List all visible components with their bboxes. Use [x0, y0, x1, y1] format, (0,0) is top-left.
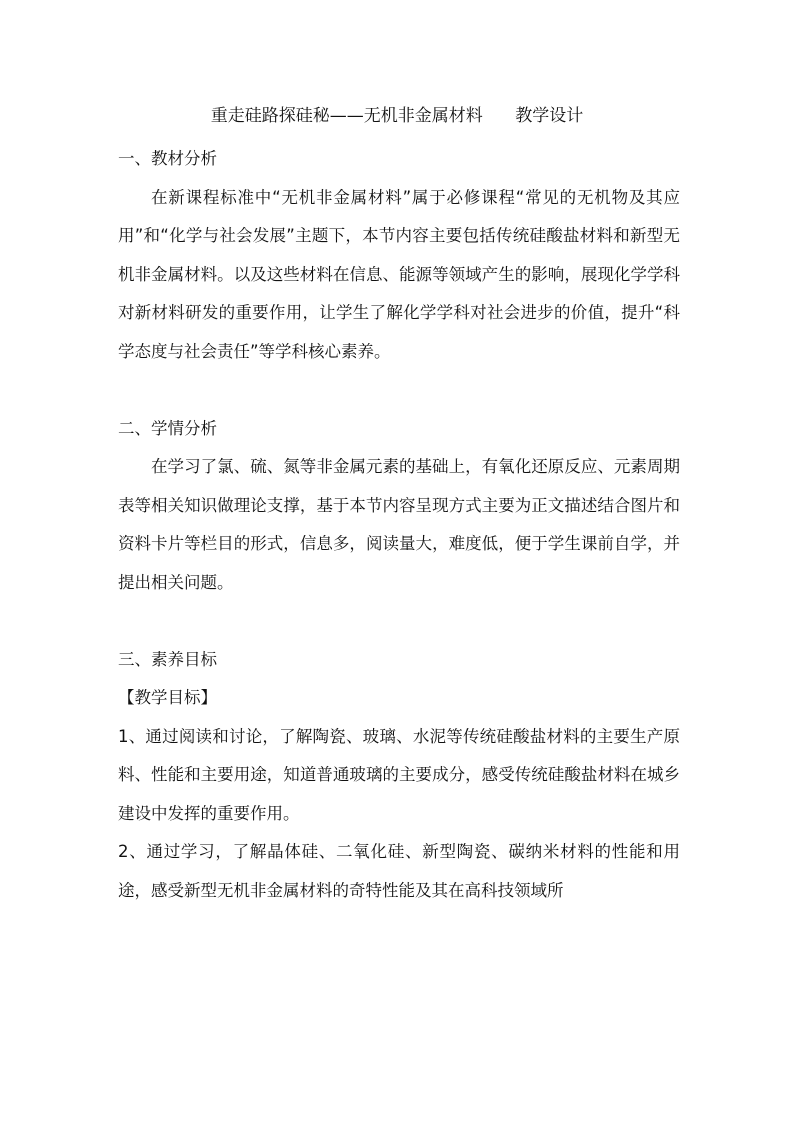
section-paragraph-textbook-analysis: 在新课程标准中“无机非金属材料”属于必修课程“常见的无机物及其应用”和“化学与社会发展”主题下，本节内容主要包括传统硅酸盐材料和新型无机非金属材料。以及这些材料在信息、能源等领域产生的影响，展现化学学科对新材料研发的重要作用，让学生了解化学学科对社会进步的价值，提升“科学态度与社会责任”等学科核心素养。 — [118, 187, 680, 361]
section-heading-textbook-analysis: 一、教材分析 — [118, 149, 217, 168]
section-heading-student-analysis: 二、学情分析 — [118, 418, 217, 438]
section-spacer — [118, 371, 680, 410]
section-heading-literacy-goals: 三、素养目标 — [118, 649, 217, 669]
section-spacer — [118, 602, 680, 641]
subheading-teaching-goals: 【教学目标】 — [118, 688, 217, 707]
goal-item-2: 2、通过学习，了解晶体硅、二氧化硅、新型陶瓷、碳纳米材料的性能和用途，感受新型无机非金属材料的奇特性能及其在高科技领域所 — [118, 842, 680, 900]
document-body — [118, 140, 680, 910]
section-paragraph-student-analysis: 在学习了氯、硫、氮等非金属元素的基础上，有氧化还原反应、元素周期表等相关知识做理论支撑，基于本节内容呈现方式主要为正文描述结合图片和资料卡片等栏目的形式，信息多，阅读量大，难度低，便于学生课前自学，并提出相关问题。 — [118, 457, 680, 592]
document-title: 重走硅路探硅秘——无机非金属材料 教学设计 — [210, 106, 584, 126]
goal-item-1: 1、通过阅读和讨论，了解陶瓷、玻璃、水泥等传统硅酸盐材料的主要生产原料、性能和主要用途，知道普通玻璃的主要成分，感受传统硅酸盐材料在城乡建设中发挥的重要作用。 — [118, 726, 680, 823]
